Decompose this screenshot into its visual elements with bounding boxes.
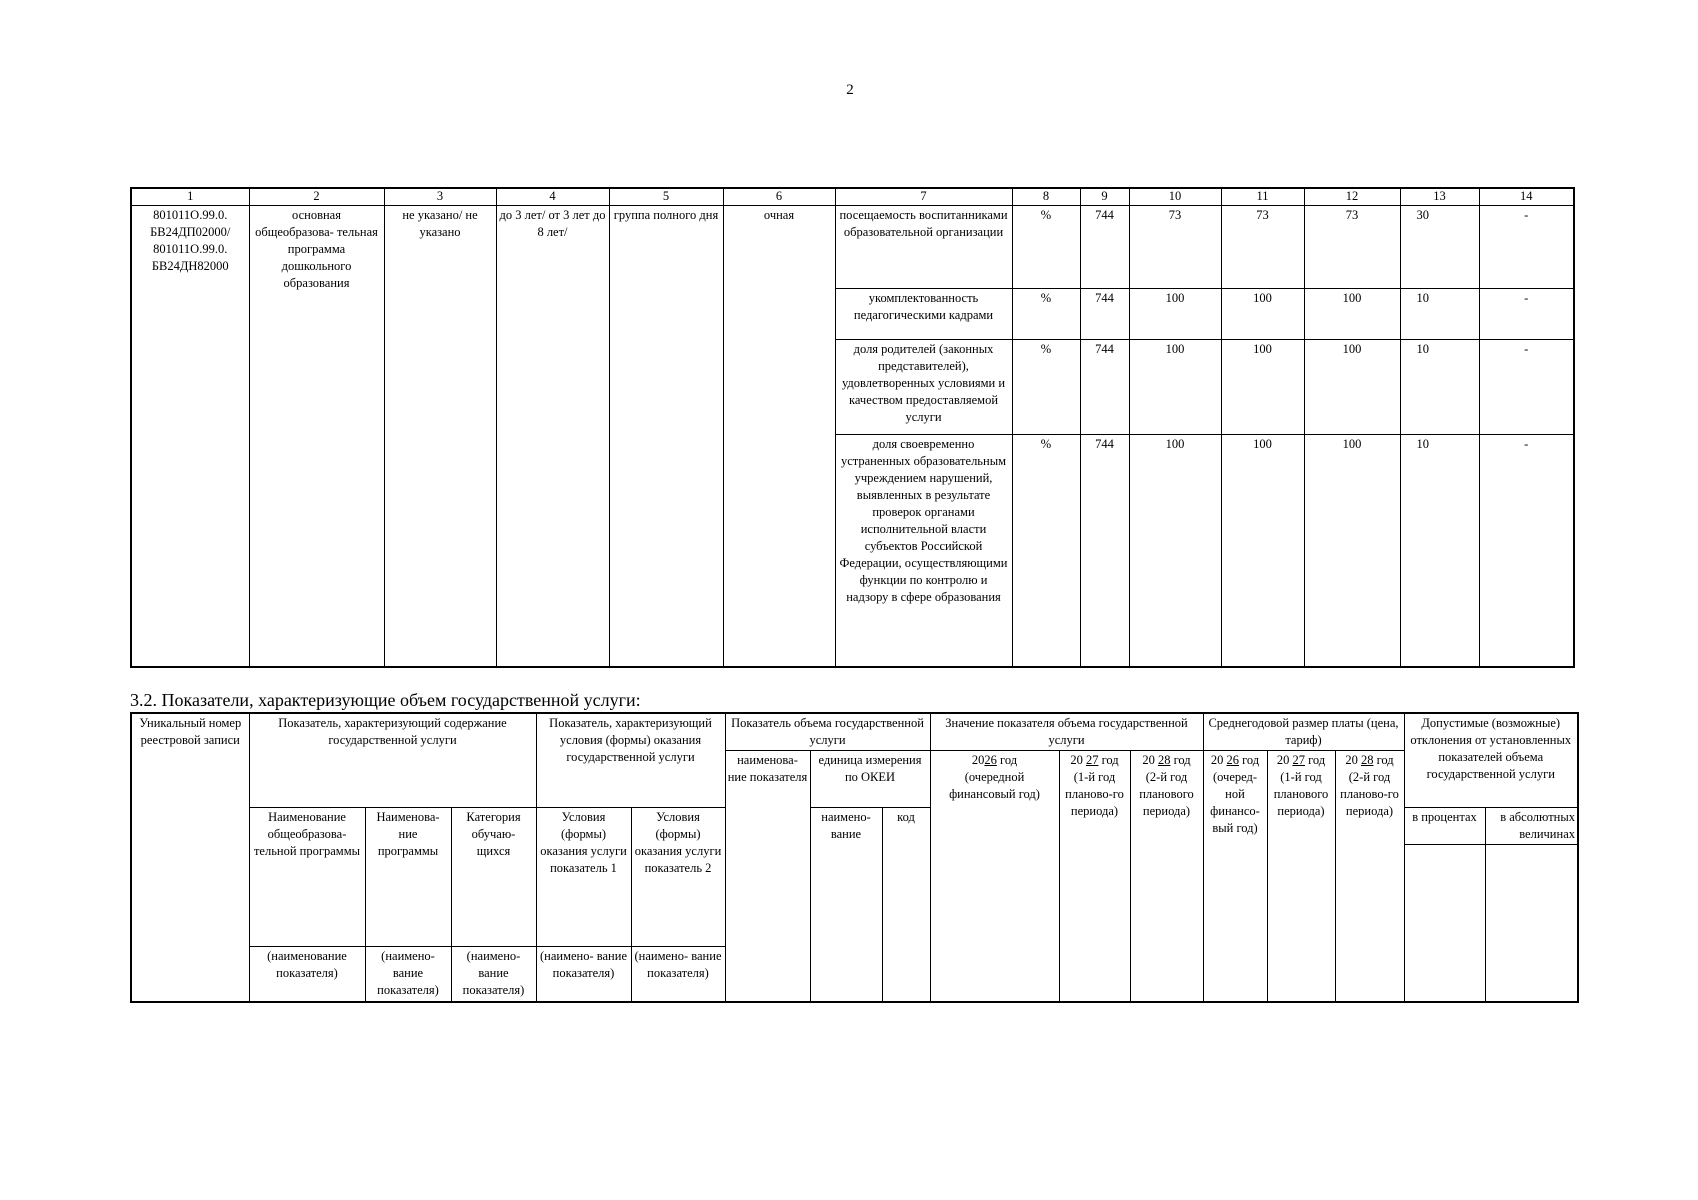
- value-2026: 100: [1129, 435, 1221, 667]
- deviation-absolute: -: [1479, 289, 1574, 340]
- year-suffix: год: [1308, 753, 1326, 767]
- indicator-name-placeholder: (наимено- вание показателя): [451, 947, 536, 1002]
- deviation-percent: 30: [1400, 206, 1479, 289]
- okei-unit-header: единица измерения по ОКЕИ: [810, 751, 930, 808]
- year-note: (очеред- ной финансо- вый год): [1210, 770, 1260, 835]
- unit-name-header: наимено- вание: [810, 808, 882, 1002]
- header-row-1: [131, 713, 1578, 751]
- deviation-header: Допустимые (возможные) отклонения от установленных показателей объема государственной услуги: [1404, 713, 1578, 808]
- deviation-absolute: -: [1479, 206, 1574, 289]
- absolute-value-cell: [1485, 845, 1578, 1002]
- year-note: (очередной финансовый год): [949, 770, 1040, 801]
- age-cell: до 3 лет/ от 3 лет до 8 лет/: [496, 206, 609, 667]
- value-2027: 100: [1221, 435, 1304, 667]
- category-cell: не указано/ не указано: [384, 206, 496, 667]
- col-num-10: 10: [1129, 188, 1221, 206]
- fee-year-3-header: [1335, 751, 1404, 1002]
- volume-year-3-header: [1130, 751, 1203, 1002]
- fee-year-1-header: [1203, 751, 1267, 1002]
- sub-program: Наименова- ние программы: [365, 808, 451, 947]
- col-num-7: 7: [835, 188, 1012, 206]
- value-2028: 73: [1304, 206, 1400, 289]
- value-2027: 73: [1221, 206, 1304, 289]
- col-num-9: 9: [1080, 188, 1129, 206]
- year-suffix: год: [1173, 753, 1191, 767]
- indicator-name: доля своевременно устраненных образовательным учреждением нарушений, выявленных в результате проверок органами исполнительной власти субъектов Российской Федерации, осуществляющими функции по контролю и надзору в сфере образования: [835, 435, 1012, 667]
- year-note: (1-й год планово-го периода): [1065, 770, 1124, 818]
- col-num-14: 14: [1479, 188, 1574, 206]
- indicator-code: 744: [1080, 340, 1129, 435]
- col-num-5: 5: [609, 188, 723, 206]
- value-2028: 100: [1304, 289, 1400, 340]
- fee-year-2-header: [1267, 751, 1335, 1002]
- year-suffix: год: [1242, 753, 1260, 767]
- sub-condition-1: Условия (формы) оказания услуги показатель 1: [536, 808, 631, 947]
- indicator-name: доля родителей (законных представителей), удовлетворенных условиями и качеством предоставляемой услуги: [835, 340, 1012, 435]
- indicator-unit: %: [1012, 206, 1080, 289]
- section-title: 3.2. Показатели, характеризующие объем государственной услуги:: [130, 690, 641, 710]
- indicator-name-placeholder: (наимено- вание показателя): [631, 947, 725, 1002]
- volume-indicator-header: Показатель объема государственной услуги: [725, 713, 930, 751]
- content-indicator-header: Показатель, характеризующий содержание государственной услуги: [249, 713, 536, 808]
- percent-value-cell: [1404, 845, 1485, 1002]
- conditions-indicator-header: Показатель, характеризующий условия (формы) оказания государственной услуги: [536, 713, 725, 808]
- value-2026: 100: [1129, 289, 1221, 340]
- registry-number-cell: 801011О.99.0. БВ24ДП02000/ 801011О.99.0. БВ24ДН82000: [131, 206, 249, 667]
- in-percent-header: в процентах: [1404, 808, 1485, 845]
- deviation-absolute: -: [1479, 340, 1574, 435]
- registry-number-header: Уникальный номер реестровой записи: [131, 713, 249, 1002]
- value-2028: 100: [1304, 435, 1400, 667]
- year-prefix: 20: [1070, 753, 1083, 767]
- year-note: (2-й год планово-го периода): [1340, 770, 1399, 818]
- column-number-row: [131, 188, 1574, 206]
- col-num-2: 2: [249, 188, 384, 206]
- indicator-code: 744: [1080, 435, 1129, 667]
- group-cell: группа полного дня: [609, 206, 723, 667]
- year-note: (1-й год планового периода): [1273, 770, 1329, 818]
- value-2027: 100: [1221, 340, 1304, 435]
- volume-value-header: Значение показателя объема государственной услуги: [930, 713, 1203, 751]
- indicator-name-placeholder: (наимено- вание показателя): [365, 947, 451, 1002]
- year-prefix: 20: [1210, 753, 1224, 767]
- col-num-1: 1: [131, 188, 249, 206]
- year-prefix: 20: [1345, 753, 1358, 767]
- year-value: 28: [1157, 753, 1171, 767]
- col-num-11: 11: [1221, 188, 1304, 206]
- indicator-unit: %: [1012, 289, 1080, 340]
- year-value: 26: [984, 753, 997, 767]
- indicator-unit: %: [1012, 435, 1080, 667]
- deviation-percent: 10: [1400, 340, 1479, 435]
- indicator-code: 744: [1080, 206, 1129, 289]
- quality-indicators-table: [130, 187, 1575, 668]
- year-value: 28: [1360, 753, 1374, 767]
- form-cell: очная: [723, 206, 835, 667]
- value-2027: 100: [1221, 289, 1304, 340]
- year-prefix: 20: [1276, 753, 1290, 767]
- year-value: 26: [1226, 753, 1239, 767]
- sub-program-name: Наименование общеобразова- тельной программы: [249, 808, 365, 947]
- year-suffix: год: [1101, 753, 1119, 767]
- indicator-code: 744: [1080, 289, 1129, 340]
- program-cell: основная общеобразова- тельная программа дошкольного образования: [249, 206, 384, 667]
- year-note: (2-й год планового периода): [1139, 770, 1194, 818]
- indicator-name-placeholder: (наимено- вание показателя): [536, 947, 631, 1002]
- col-num-13: 13: [1400, 188, 1479, 206]
- col-num-3: 3: [384, 188, 496, 206]
- col-num-8: 8: [1012, 188, 1080, 206]
- year-suffix: год: [1376, 753, 1394, 767]
- volume-year-2-header: [1059, 751, 1130, 1002]
- col-num-6: 6: [723, 188, 835, 206]
- value-2028: 100: [1304, 340, 1400, 435]
- volume-indicators-table: [130, 712, 1579, 1003]
- year-value: 27: [1085, 753, 1099, 767]
- value-2026: 100: [1129, 340, 1221, 435]
- year-prefix: 20: [971, 753, 985, 767]
- deviation-percent: 10: [1400, 289, 1479, 340]
- indicator-unit: %: [1012, 340, 1080, 435]
- in-absolute-header: в абсолютных величинах: [1485, 808, 1578, 845]
- volume-year-1-header: [930, 751, 1059, 1002]
- col-num-12: 12: [1304, 188, 1400, 206]
- page-number: 2: [846, 82, 854, 98]
- indicator-name-placeholder: (наименование показателя): [249, 947, 365, 1002]
- deviation-percent: 10: [1400, 435, 1479, 667]
- indicator-name: посещаемость воспитанниками образовательной организации: [835, 206, 1012, 289]
- unit-code-header: код: [882, 808, 930, 1002]
- value-2026: 73: [1129, 206, 1221, 289]
- sub-condition-2: Условия (формы) оказания услуги показатель 2: [631, 808, 725, 947]
- volume-name-header: наименова- ние показателя: [725, 751, 810, 1002]
- year-prefix: 20: [1142, 753, 1155, 767]
- year-suffix: год: [1000, 753, 1018, 767]
- deviation-absolute: -: [1479, 435, 1574, 667]
- year-value: 27: [1292, 753, 1305, 767]
- indicator-row: [131, 206, 1574, 289]
- indicator-name: укомплектованность педагогическими кадрами: [835, 289, 1012, 340]
- fee-header: Среднегодовой размер платы (цена, тариф): [1203, 713, 1404, 751]
- col-num-4: 4: [496, 188, 609, 206]
- sub-category: Категория обучаю- щихся: [451, 808, 536, 947]
